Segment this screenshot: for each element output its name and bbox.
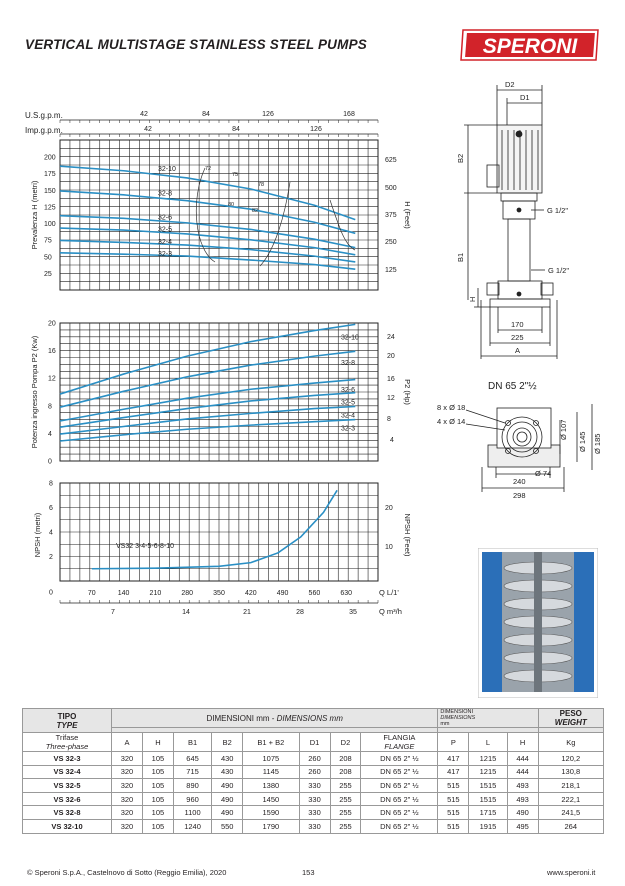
cell-a: 320	[112, 779, 143, 793]
table-row	[23, 806, 604, 820]
pump-cutaway-photo	[478, 548, 598, 698]
power-ytick-right: 20	[387, 353, 395, 360]
npsh-ytick: 2	[49, 554, 53, 561]
npsh-xtick-2: 28	[296, 609, 304, 616]
npsh-ylabel-right: NPSH (Feet)	[403, 513, 412, 557]
flange-title: DN 65 2"½	[488, 381, 537, 392]
cell-b1b2: 1790	[243, 819, 299, 833]
npsh-ytick: 4	[49, 529, 53, 537]
power-ytick: 12	[48, 375, 56, 383]
head-ytick: 100	[44, 221, 56, 228]
col-d1: D1	[299, 733, 330, 752]
npsh-xtick-2: 14	[182, 609, 190, 616]
cell-flange: DN 65 2" ½	[361, 765, 438, 779]
cell-d2: 255	[330, 792, 361, 806]
cell-p: 417	[438, 752, 469, 766]
npsh-xtick-1: 140	[117, 590, 130, 597]
cell-hh: 495	[507, 819, 538, 833]
cell-b1b2: 1075	[243, 752, 299, 766]
cell-p: 417	[438, 765, 469, 779]
dia-185: Ø 185	[593, 433, 602, 454]
table-row	[23, 765, 604, 779]
col-flange: FLANGIA FLANGE	[361, 733, 438, 752]
npsh-ytick-right: 10	[385, 544, 393, 551]
cell-d2: 208	[330, 765, 361, 779]
phase-label: Trifase Three-phase	[23, 733, 112, 752]
npsh-xlabel-2: Q m³/h	[379, 607, 402, 616]
table-row	[23, 819, 604, 833]
cell-model: VS 32-8	[23, 806, 112, 820]
cell-b1: 1240	[173, 819, 211, 833]
tipo-header: TIPO TYPE	[23, 709, 112, 733]
cell-b2: 490	[212, 792, 243, 806]
head-ylabel-right: H (Feet)	[403, 201, 412, 229]
cell-kg: 241,5	[538, 806, 603, 820]
power-ytick-right: 24	[387, 334, 395, 341]
power-ytick-right: 4	[390, 437, 394, 444]
cell-l: 1715	[469, 806, 507, 820]
col-p: P	[438, 733, 469, 752]
cell-p: 515	[438, 792, 469, 806]
cell-h: 105	[142, 765, 173, 779]
head-series-label: 32-6	[158, 214, 173, 222]
npsh-xtick-1: 490	[276, 590, 289, 597]
cell-model: VS 32-5	[23, 779, 112, 793]
power-series-label: 32-5	[341, 399, 356, 407]
cell-hh: 444	[507, 765, 538, 779]
efficiency-label: 78	[258, 182, 265, 188]
col-d2: D2	[330, 733, 361, 752]
cell-flange: DN 65 2" ½	[361, 792, 438, 806]
col-kg: Kg	[538, 733, 603, 752]
cell-b2: 550	[212, 819, 243, 833]
cell-kg: 130,8	[538, 765, 603, 779]
power-ylabel-right: P2 (Hp)	[403, 379, 412, 405]
efficiency-label: 75	[232, 172, 239, 178]
npsh-xtick-2: 35	[349, 609, 357, 616]
col-a: A	[112, 733, 143, 752]
top-axis-tick-2: 42	[144, 126, 152, 133]
dia-145: Ø 145	[578, 431, 587, 452]
cell-b2: 430	[212, 765, 243, 779]
cell-hh: 493	[507, 779, 538, 793]
cell-h: 105	[142, 779, 173, 793]
cell-d2: 208	[330, 752, 361, 766]
cell-kg: 222,1	[538, 792, 603, 806]
dimensions-table	[22, 708, 604, 834]
top-axis-label-2: Imp.g.p.m.	[25, 126, 63, 135]
page-number: 153	[302, 868, 315, 877]
cell-flange: DN 65 2" ½	[361, 779, 438, 793]
npsh-series-label: VS32 3-4-5-6-8-10	[116, 543, 174, 550]
dim-170: 170	[511, 320, 524, 329]
cell-b1b2: 1590	[243, 806, 299, 820]
head-ytick: 75	[44, 237, 52, 245]
cell-h: 105	[142, 806, 173, 820]
power-ytick: 8	[48, 403, 52, 411]
port-g-top: G 1/2"	[547, 206, 569, 215]
cell-b1: 645	[173, 752, 211, 766]
cell-kg: 218,1	[538, 779, 603, 793]
holes-4: 4 x Ø 14	[437, 417, 466, 426]
col-b1b2: B1 + B2	[243, 733, 299, 752]
cell-model: VS 32-4	[23, 765, 112, 779]
cell-b2: 490	[212, 806, 243, 820]
top-axis-label-1: U.S.g.p.m.	[25, 111, 63, 120]
power-ytick-right: 8	[387, 416, 391, 423]
npsh-xtick-1: 280	[181, 590, 194, 597]
top-axis-tick-2: 84	[232, 126, 240, 133]
dia-74: Ø 74	[535, 469, 552, 478]
cell-l: 1915	[469, 819, 507, 833]
top-axis-tick-1: 84	[202, 111, 210, 118]
npsh-ytick: 6	[49, 505, 53, 512]
power-ytick: 20	[48, 320, 56, 328]
cell-b1: 1100	[173, 806, 211, 820]
power-ytick: 0	[48, 458, 52, 466]
npsh-ytick-right: 20	[385, 505, 393, 512]
head-ytick: 200	[44, 154, 56, 162]
npsh-xtick-2: 7	[111, 609, 115, 616]
dim-d1: D1	[520, 93, 530, 102]
efficiency-label: 82	[252, 208, 259, 214]
cell-d1: 260	[299, 765, 330, 779]
table-row	[23, 792, 604, 806]
cell-flange: DN 65 2" ½	[361, 752, 438, 766]
col-l: L	[469, 733, 507, 752]
cell-a: 320	[112, 752, 143, 766]
cell-b1b2: 1450	[243, 792, 299, 806]
npsh-xlabel-1: Q L/1'	[379, 588, 399, 597]
cell-d2: 255	[330, 779, 361, 793]
top-axis-tick-1: 168	[343, 111, 355, 118]
page-title: VERTICAL MULTISTAGE STAINLESS STEEL PUMPS	[25, 37, 367, 52]
cell-d2: 255	[330, 806, 361, 820]
cell-hh: 493	[507, 792, 538, 806]
cell-d2: 255	[330, 819, 361, 833]
footer-copyright: © Speroni S.p.A., Castelnovo di Sotto (Reggio Emilia), 2020	[27, 868, 227, 877]
col-b1: B1	[173, 733, 211, 752]
top-axis-tick-1: 42	[140, 111, 148, 118]
cell-d1: 330	[299, 792, 330, 806]
cell-d1: 330	[299, 806, 330, 820]
power-ylabel: Potenza ingresso Pompa P2 (Kw)	[30, 335, 39, 449]
col-hh: H	[507, 733, 538, 752]
head-ytick: 175	[44, 171, 56, 179]
power-ytick-right: 16	[387, 376, 395, 383]
dim-d2: D2	[505, 80, 515, 89]
head-series-label: 32-5	[158, 226, 173, 234]
head-ytick: 50	[44, 254, 52, 262]
efficiency-label: 80	[228, 202, 235, 208]
cell-model: VS 32-3	[23, 752, 112, 766]
cell-b1: 715	[173, 765, 211, 779]
cell-a: 320	[112, 765, 143, 779]
npsh-xtick-1: 630	[340, 590, 353, 597]
cell-h: 105	[142, 792, 173, 806]
cell-p: 515	[438, 806, 469, 820]
cell-hh: 490	[507, 806, 538, 820]
head-ytick-right: 500	[385, 185, 397, 192]
dimensions-header: DIMENSIONI mm - DIMENSIONS mm	[112, 709, 438, 728]
head-ytick-right: 125	[385, 267, 397, 274]
power-ytick: 16	[48, 348, 56, 356]
dim-a: A	[515, 346, 521, 355]
dia-107: Ø 107	[559, 419, 568, 440]
cell-d1: 330	[299, 779, 330, 793]
head-ylabel: Prevalenza H (metri)	[30, 180, 39, 250]
power-series-label: 32-8	[341, 360, 356, 368]
cell-flange: DN 65 2" ½	[361, 806, 438, 820]
cell-h: 105	[142, 752, 173, 766]
cell-kg: 264	[538, 819, 603, 833]
head-ytick: 25	[44, 270, 52, 278]
head-ytick-right: 625	[385, 157, 397, 164]
head-ytick-right: 250	[385, 239, 397, 246]
col-b2: B2	[212, 733, 243, 752]
cell-b2: 430	[212, 752, 243, 766]
cell-l: 1515	[469, 779, 507, 793]
power-series-label: 32-6	[341, 387, 356, 395]
power-series-label: 32-3	[341, 425, 356, 433]
cell-b1b2: 1145	[243, 765, 299, 779]
cell-b1b2: 1380	[243, 779, 299, 793]
efficiency-label: 72	[205, 166, 212, 172]
npsh-xtick-1: 70	[87, 590, 96, 597]
cell-hh: 444	[507, 752, 538, 766]
power-series-label: 32-4	[341, 412, 356, 420]
cell-flange: DN 65 2" ½	[361, 819, 438, 833]
weight-header: PESO WEIGHT	[538, 709, 603, 728]
cell-l: 1215	[469, 752, 507, 766]
cell-kg: 120,2	[538, 752, 603, 766]
dim-b2: B2	[456, 153, 465, 163]
port-g-bottom: G 1/2"	[548, 266, 570, 275]
cell-h: 105	[142, 819, 173, 833]
top-axis-tick-1: 126	[262, 111, 274, 118]
cell-d1: 330	[299, 819, 330, 833]
head-ytick-right: 375	[385, 212, 397, 219]
npsh-ytick: 8	[49, 480, 53, 488]
npsh-xtick-2: 21	[243, 609, 251, 616]
cell-p: 515	[438, 819, 469, 833]
brand-name: SPERONI	[482, 35, 578, 58]
head-series-label: 32-10	[158, 165, 176, 173]
head-ytick: 125	[44, 204, 56, 212]
npsh-xtick-1: 420	[244, 590, 257, 597]
top-axis-tick-2: 126	[310, 126, 322, 133]
head-series-label: 32-8	[158, 190, 173, 198]
table-row	[23, 752, 604, 766]
cell-p: 515	[438, 779, 469, 793]
npsh-ytick: 0	[49, 589, 53, 597]
cell-model: VS 32-10	[23, 819, 112, 833]
footer-website[interactable]: www.speroni.it	[547, 868, 596, 877]
head-ytick: 150	[44, 187, 56, 195]
power-ytick-right: 12	[387, 395, 395, 402]
cell-a: 320	[112, 806, 143, 820]
cell-model: VS 32-6	[23, 792, 112, 806]
npsh-ylabel: NPSH (metri)	[33, 512, 42, 558]
dim-b1: B1	[456, 252, 465, 262]
dim-h: H	[468, 296, 477, 302]
cell-l: 1515	[469, 792, 507, 806]
cell-l: 1215	[469, 765, 507, 779]
cell-a: 320	[112, 792, 143, 806]
table-row	[23, 779, 604, 793]
dim-298: 298	[513, 491, 526, 500]
dim-225: 225	[511, 333, 524, 342]
cell-a: 320	[112, 819, 143, 833]
head-series-label: 32-4	[158, 238, 173, 246]
npsh-xtick-1: 560	[308, 590, 321, 597]
col-h: H	[142, 733, 173, 752]
cell-b2: 490	[212, 779, 243, 793]
npsh-xtick-1: 210	[149, 590, 162, 597]
cell-b1: 890	[173, 779, 211, 793]
packaging-header: DIMENSIONI DIMENSIONS mm	[438, 709, 538, 728]
power-ytick: 4	[48, 430, 52, 438]
cell-d1: 260	[299, 752, 330, 766]
npsh-xtick-1: 350	[213, 590, 225, 597]
head-series-label: 32-3	[158, 250, 173, 258]
power-series-label: 32-10	[341, 334, 359, 342]
holes-8: 8 x Ø 18	[437, 403, 466, 412]
dim-240: 240	[513, 477, 526, 486]
cell-b1: 960	[173, 792, 211, 806]
